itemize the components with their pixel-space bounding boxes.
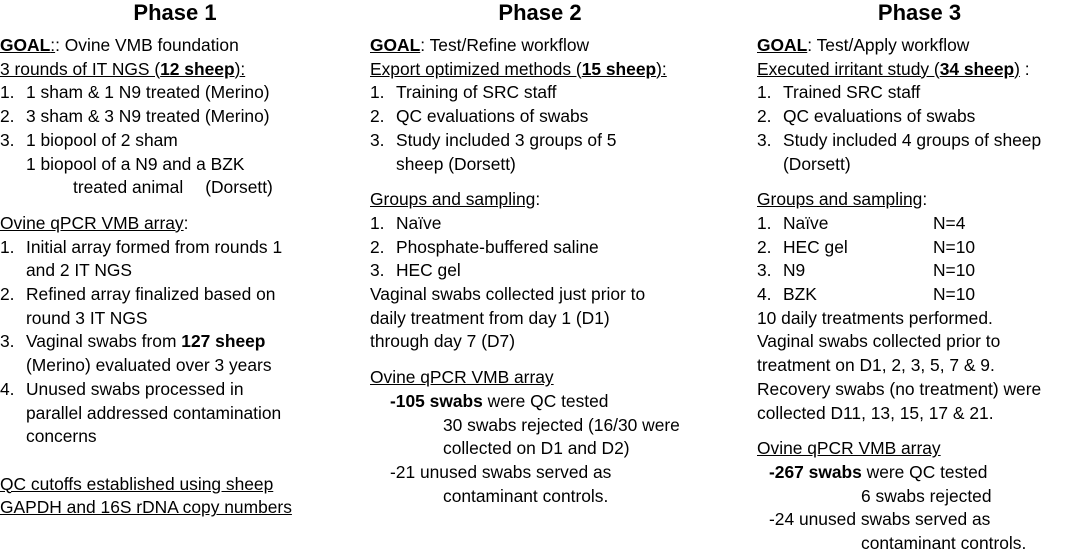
phase2-item: 3. Study included 3 groups of 5 bbox=[370, 129, 617, 150]
phase1-qc-cutoffs: QC cutoffs established using sheep bbox=[0, 473, 274, 494]
phase1-array-item: 2. Refined array finalized based on bbox=[0, 284, 276, 305]
goal-label: GOAL bbox=[370, 35, 421, 55]
phase1-rounds-heading: 3 rounds of IT NGS (12 sheep): bbox=[0, 58, 246, 79]
phase1-round-item: 1. 1 sham & 1 N9 treated (Merino) bbox=[0, 82, 270, 103]
phase2-group: 3. HEC gel bbox=[370, 260, 461, 281]
phase3-item: 1. Trained SRC staff bbox=[757, 82, 921, 103]
phase2-goal bbox=[370, 34, 710, 58]
phase3-item-cont: (Dorsett) bbox=[783, 153, 851, 174]
phase3-unused: -24 unused swabs served as bbox=[769, 509, 991, 530]
phase1-array-item: 4. Unused swabs processed in bbox=[0, 378, 244, 399]
phase2-export-heading: Export optimized methods (15 sheep): bbox=[370, 58, 667, 79]
phase1-biopool-line: treated animal (Dorsett) bbox=[73, 177, 273, 198]
phase1-qc-cutoffs: GAPDH and 16S rDNA copy numbers bbox=[0, 497, 292, 518]
phase3-column bbox=[757, 0, 1082, 556]
phase3-array-heading: Ovine qPCR VMB array bbox=[757, 438, 941, 459]
phase3-goal bbox=[757, 34, 1082, 58]
phase2-qc-tested: -105 swabs were QC tested bbox=[390, 390, 609, 411]
phase3-groups-heading: Groups and sampling: bbox=[757, 189, 928, 210]
phase1-title: Phase 1 bbox=[133, 0, 217, 25]
phase1-goal bbox=[0, 34, 350, 58]
phase2-rejected: collected on D1 and D2) bbox=[443, 438, 630, 459]
phase2-swab-line: through day 7 (D7) bbox=[370, 331, 516, 352]
phase3-group: 1. Naïve N=4 bbox=[757, 212, 966, 233]
phase2-group: 1. Naïve bbox=[370, 212, 442, 233]
phase1-column bbox=[0, 0, 350, 520]
phase2-rejected: 30 swabs rejected (16/30 were bbox=[443, 414, 680, 435]
phase2-swab-line: daily treatment from day 1 (D1) bbox=[370, 307, 610, 328]
phase1-array-item: 3. Vaginal swabs from 127 sheep bbox=[0, 331, 266, 352]
phase3-rejected: 6 swabs rejected bbox=[861, 485, 992, 506]
phase1-array-item-cont: parallel addressed contamination bbox=[26, 402, 282, 423]
phase3-treatment-line: Vaginal swabs collected prior to bbox=[757, 331, 1001, 352]
phase1-array-item-cont: concerns bbox=[26, 426, 97, 447]
phase3-group: 3. N9 N=10 bbox=[757, 260, 976, 281]
phase3-treatment-line: 10 daily treatments performed. bbox=[757, 307, 993, 328]
phase2-groups-heading: Groups and sampling: bbox=[370, 189, 541, 210]
goal-colon-u: : bbox=[50, 35, 56, 55]
phase2-goal-text: : Test/Refine workflow bbox=[420, 35, 590, 55]
phase2-item: 2. QC evaluations of swabs bbox=[370, 106, 589, 127]
goal-label: GOAL bbox=[757, 35, 808, 55]
phase1-array-item: 1. Initial array formed from rounds 1 bbox=[0, 236, 283, 257]
phase1-array-item-cont: round 3 IT NGS bbox=[26, 307, 148, 328]
phase3-qc-tested: -267 swabs were QC tested bbox=[769, 461, 988, 482]
phase2-swab-line: Vaginal swabs collected just prior to bbox=[370, 284, 646, 305]
phase1-round-item: 3. 1 biopool of 2 sham bbox=[0, 129, 178, 150]
phase2-item-cont: sheep (Dorsett) bbox=[396, 153, 516, 174]
phase1-biopool-line: 1 biopool of a N9 and a BZK bbox=[26, 153, 245, 174]
phase3-group: 2. HEC gel N=10 bbox=[757, 236, 976, 257]
phase2-group: 2. Phosphate-buffered saline bbox=[370, 236, 599, 257]
goal-label: GOAL bbox=[0, 35, 51, 55]
phase3-treatment-line: treatment on D1, 2, 3, 5, 7 & 9. bbox=[757, 355, 995, 376]
phase2-column bbox=[370, 0, 710, 508]
phase3-treatment-line: collected D11, 13, 15, 17 & 21. bbox=[757, 402, 994, 423]
phase3-goal-text: : Test/Apply workflow bbox=[807, 35, 970, 55]
phase2-title: Phase 2 bbox=[498, 0, 582, 25]
phase2-array-heading: Ovine qPCR VMB array bbox=[370, 367, 554, 388]
phase1-array-item-cont: (Merino) evaluated over 3 years bbox=[26, 355, 272, 376]
phase3-item: 3. Study included 4 groups of sheep bbox=[757, 129, 1042, 150]
phase3-item: 2. QC evaluations of swabs bbox=[757, 106, 976, 127]
phase3-unused: contaminant controls. bbox=[861, 533, 1027, 554]
phase1-round-item: 2. 3 sham & 3 N9 treated (Merino) bbox=[0, 106, 270, 127]
phase2-unused: contaminant controls. bbox=[443, 485, 609, 506]
phase3-group: 4. BZK N=10 bbox=[757, 284, 976, 305]
phase1-goal-text: : Ovine VMB foundation bbox=[55, 35, 239, 55]
phase2-item: 1. Training of SRC staff bbox=[370, 82, 557, 103]
phase3-exec-heading: Executed irritant study (34 sheep) : bbox=[757, 58, 1030, 79]
phase2-unused: -21 unused swabs served as bbox=[390, 461, 612, 482]
phase1-array-heading: Ovine qPCR VMB array: bbox=[0, 212, 189, 233]
phase3-treatment-line: Recovery swabs (no treatment) were bbox=[757, 378, 1042, 399]
phase3-title: Phase 3 bbox=[877, 0, 962, 25]
phase1-array-item-cont: and 2 IT NGS bbox=[26, 260, 133, 281]
